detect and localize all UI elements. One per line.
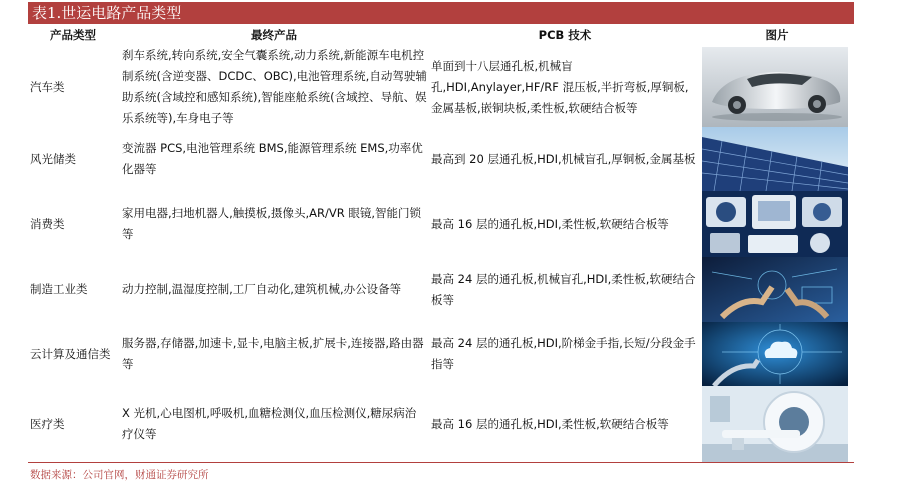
row-pcb: 最高 24 层的通孔板,机械盲孔,HDI,柔性板,软硬结合板等 (431, 271, 696, 307)
row-type: 医疗类 (30, 416, 65, 431)
solar-panel-icon (702, 127, 848, 191)
row-product: 刹车系统,转向系统,安全气囊系统,动力系统,新能源车电机控制系统(含逆变器、DCDC、OBC),电池管理系统,自动驾驶辅助系统(含域控和感知系统),智能座舱系统(含域控、导航、娱乐系统等),车身电子等 (122, 48, 427, 125)
car-icon (702, 47, 848, 127)
row-pcb: 最高到 20 层通孔板,HDI,机械盲孔,厚铜板,金属基板 (431, 151, 696, 166)
header-product: 最终产品 (251, 28, 297, 42)
ct-scanner-icon (702, 386, 848, 462)
table-row (28, 191, 854, 257)
row-pcb: 最高 16 层的通孔板,HDI,柔性板,软硬结合板等 (431, 416, 669, 431)
row-type: 汽车类 (30, 79, 65, 94)
row-image (702, 191, 848, 257)
table-bottom-rule (28, 462, 854, 463)
table-row (28, 257, 854, 322)
row-image (702, 322, 848, 386)
row-product: X 光机,心电图机,呼吸机,血糖检测仪,血压检测仪,糖尿病治疗仪等 (122, 406, 417, 441)
row-product: 变流器 PCS,电池管理系统 BMS,能源管理系统 EMS,功率优化器等 (122, 141, 423, 176)
cloud-icon (702, 322, 848, 386)
table-row (28, 322, 854, 386)
header-type: 产品类型 (50, 28, 96, 42)
table-header (28, 24, 854, 46)
table-row (28, 127, 854, 191)
row-type: 风光储类 (30, 151, 76, 166)
row-type: 消费类 (30, 216, 65, 231)
source-note: 数据来源：公司官网，财通证券研究所 (30, 469, 209, 481)
row-image (702, 257, 848, 322)
row-image (702, 47, 848, 127)
table-title: 表1.世运电路产品类型 (32, 4, 182, 22)
header-pcb: PCB 技术 (538, 28, 592, 42)
row-pcb: 单面到十八层通孔板,机械盲孔,HDI,Anylayer,HF/RF 混压板,半折弯板,厚铜板,金属基板,嵌铜块板,柔性板,软硬结合板等 (431, 58, 689, 115)
row-product: 服务器,存储器,加速卡,显卡,电脑主板,扩展卡,连接器,路由器等 (122, 336, 424, 371)
appliance-icon (702, 191, 848, 257)
industrial-robot-icon (702, 257, 848, 322)
row-type: 云计算及通信类 (30, 346, 111, 361)
table-row (28, 386, 854, 462)
row-image (702, 386, 848, 462)
table-title-bar (28, 2, 854, 24)
row-pcb: 最高 24 层的通孔板,HDI,阶梯金手指,长短/分段金手指等 (431, 336, 696, 371)
row-pcb: 最高 16 层的通孔板,HDI,柔性板,软硬结合板等 (431, 216, 669, 231)
table-row (28, 47, 854, 127)
row-image (702, 127, 848, 191)
row-product: 动力控制,温湿度控制,工厂自动化,建筑机械,办公设备等 (122, 282, 402, 296)
row-product: 家用电器,扫地机器人,触摸板,摄像头,AR/VR 眼镜,智能门锁等 (122, 206, 422, 241)
header-image: 图片 (765, 28, 789, 42)
row-type: 制造工业类 (30, 282, 88, 296)
